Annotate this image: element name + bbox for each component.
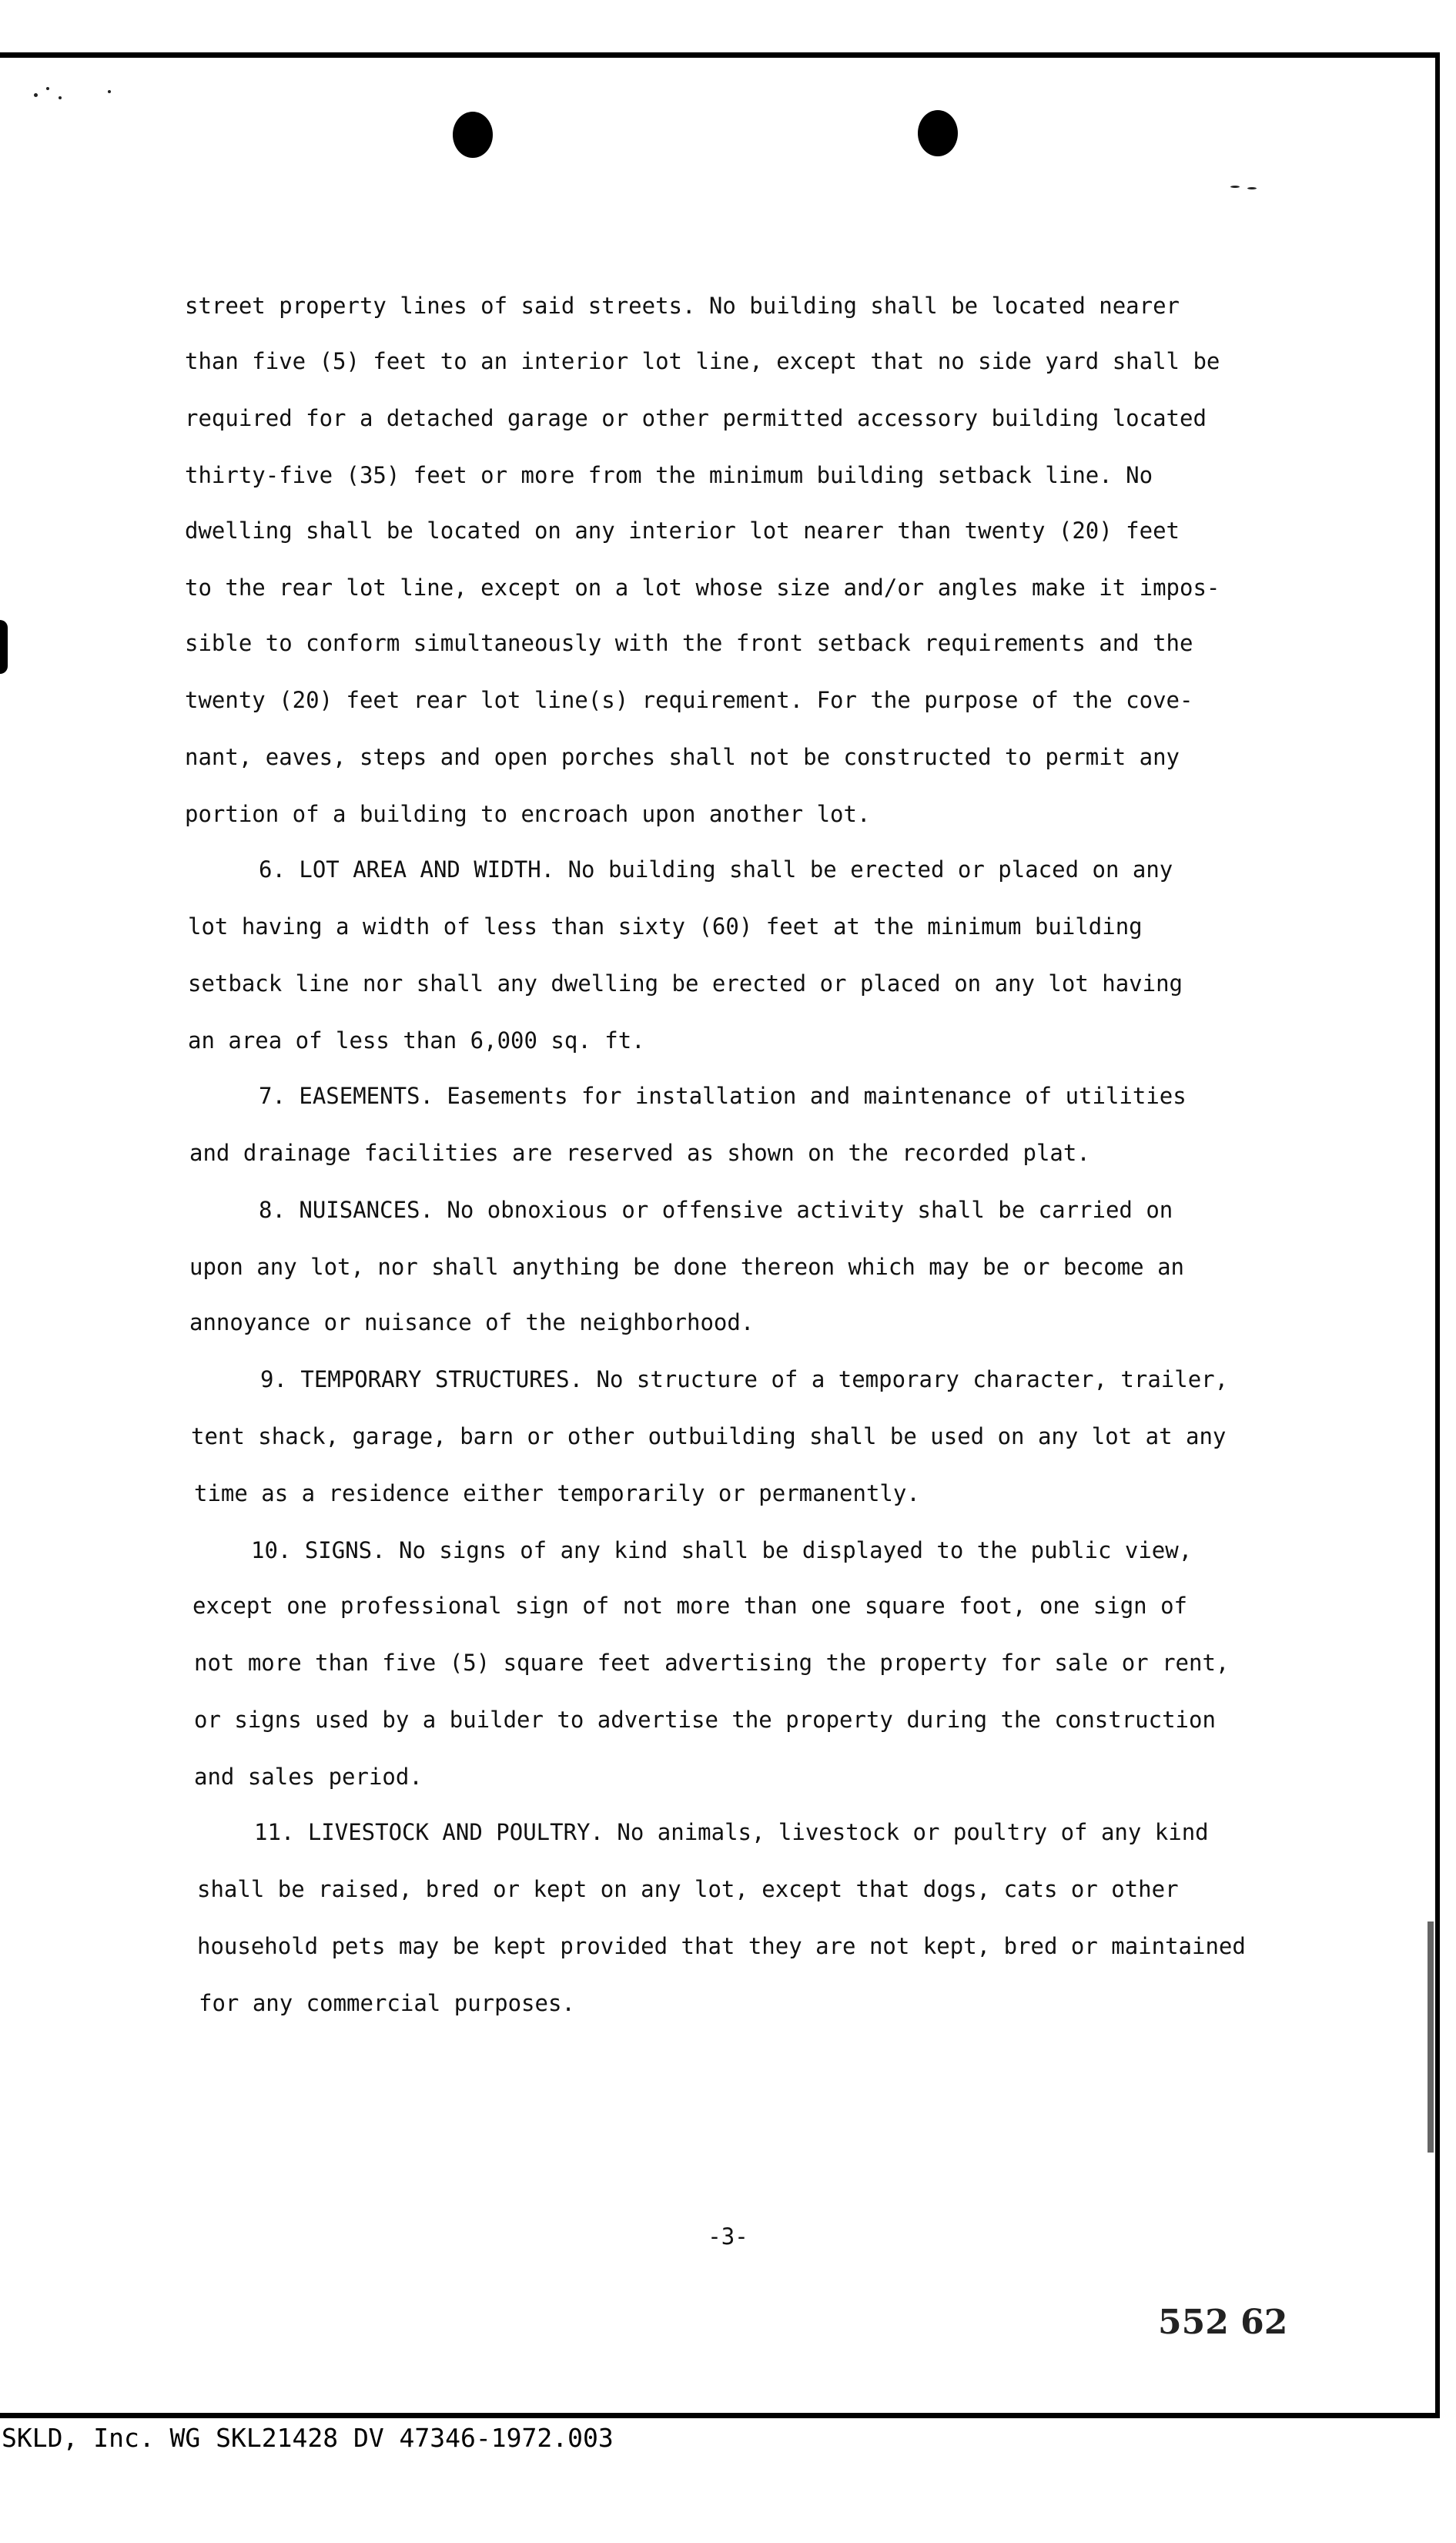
punch-hole-right xyxy=(918,110,958,156)
scan-speck xyxy=(1247,187,1257,189)
scan-speck xyxy=(59,96,62,99)
binding-mark xyxy=(1428,1921,1434,2153)
scan-speck xyxy=(108,90,111,93)
punch-hole-left xyxy=(453,112,493,158)
section-heading-line: 8. NUISANCES. No obnoxious or offensive activity shall be carried on xyxy=(259,1197,1173,1223)
section-heading-line: 10. SIGNS. No signs of any kind shall be displayed to the public view, xyxy=(251,1537,1193,1563)
body-line: dwelling shall be located on any interior lot nearer than twenty (20) feet xyxy=(185,518,1180,544)
book-page-stamp: 552 62 xyxy=(1158,2303,1288,2342)
scan-speck xyxy=(1230,186,1240,188)
section-heading-line: 9. TEMPORARY STRUCTURES. No structure of a temporary character, trailer, xyxy=(260,1366,1229,1392)
body-line: portion of a building to encroach upon another lot. xyxy=(185,801,871,827)
body-line: lot having a width of less than sixty (60) feet at the minimum building xyxy=(188,913,1143,940)
body-line: twenty (20) feet rear lot line(s) requirement. For the purpose of the cove- xyxy=(185,687,1193,713)
body-line: shall be raised, bred or kept on any lot, except that dogs, cats or other xyxy=(197,1876,1179,1902)
body-line: an area of less than 6,000 sq. ft. xyxy=(188,1027,645,1054)
scan-speck xyxy=(34,93,38,97)
body-line: annoyance or nuisance of the neighborhood. xyxy=(189,1309,755,1335)
body-line: thirty-five (35) feet or more from the minimum building setback line. No xyxy=(185,462,1153,488)
body-line: to the rear lot line, except on a lot whose size and/or angles make it impos- xyxy=(185,575,1220,601)
body-line: sible to conform simultaneously with the front setback requirements and the xyxy=(185,630,1193,656)
body-line: tent shack, garage, barn or other outbuilding shall be used on any lot at any xyxy=(191,1423,1227,1449)
body-line: time as a residence either temporarily or permanently. xyxy=(194,1480,920,1506)
body-line: for any commercial purposes. xyxy=(199,1990,575,2016)
body-line: not more than five (5) square feet advertising the property for sale or rent, xyxy=(194,1650,1230,1676)
binding-mark xyxy=(0,620,8,674)
section-heading-line: 6. LOT AREA AND WIDTH. No building shall be erected or placed on any xyxy=(259,856,1173,883)
body-line: and drainage facilities are reserved as shown on the recorded plat. xyxy=(189,1140,1090,1166)
body-line: or signs used by a builder to advertise the property during the construction xyxy=(194,1707,1216,1733)
scan-speck xyxy=(46,87,49,90)
body-line: nant, eaves, steps and open porches shall not be constructed to permit any xyxy=(185,744,1180,770)
body-line: street property lines of said streets. No building shall be located nearer xyxy=(185,293,1180,319)
scan-footer: SKLD, Inc. WG SKL21428 DV 47346-1972.003 xyxy=(2,2423,614,2453)
section-heading-line: 11. LIVESTOCK AND POULTRY. No animals, livestock or poultry of any kind xyxy=(254,1819,1209,1845)
body-line: and sales period. xyxy=(194,1764,423,1790)
body-line: required for a detached garage or other permitted accessory building located xyxy=(185,405,1207,431)
body-line: setback line nor shall any dwelling be erected or placed on any lot having xyxy=(188,970,1183,997)
body-line: except one professional sign of not more than one square foot, one sign of xyxy=(192,1593,1188,1619)
body-line: than five (5) feet to an interior lot line, except that no side yard shall be xyxy=(185,348,1220,374)
body-line: upon any lot, nor shall anything be done thereon which may be or become an xyxy=(189,1254,1185,1280)
top-margin xyxy=(0,0,1456,52)
section-heading-line: 7. EASEMENTS. Easements for installation and maintenance of utilities xyxy=(259,1083,1187,1109)
body-line: household pets may be kept provided that they are not kept, bred or maintained xyxy=(197,1933,1246,1959)
page-number: -3- xyxy=(708,2223,748,2250)
